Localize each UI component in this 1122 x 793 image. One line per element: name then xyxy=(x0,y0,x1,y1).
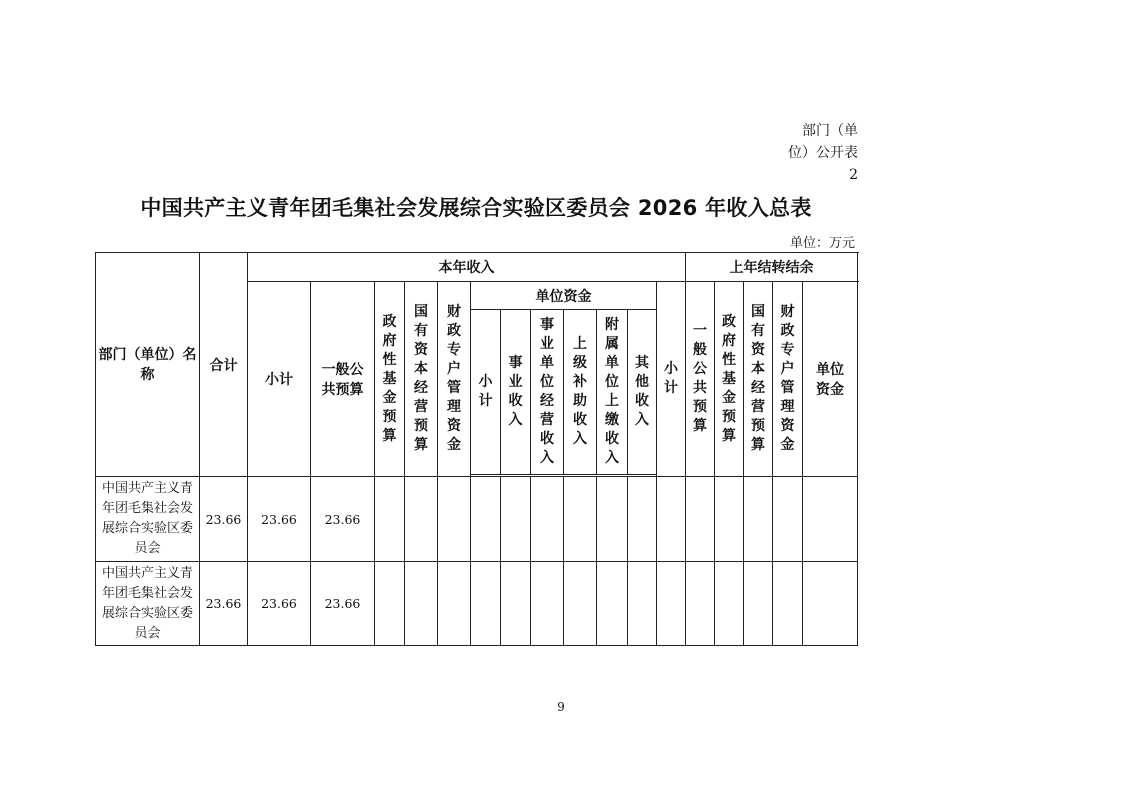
header-unit-funds: 单位资金 xyxy=(471,282,657,310)
header-uf-business: 事 业 收 入 xyxy=(501,310,531,475)
header-uf-affiliated: 附 属 单 位 上 缴 收 入 xyxy=(597,310,628,475)
table-row xyxy=(96,562,858,646)
cy-subtotal-cell: 23.66 xyxy=(248,477,311,562)
header-py-general-budget: 一 般 公 共 预 算 xyxy=(686,282,715,477)
header-uf-operating: 事 业 单 位 经 营 收 入 xyxy=(531,310,564,475)
total-cell: 23.66 xyxy=(200,477,248,562)
header-py-unit-funds: 单位资金 xyxy=(803,282,858,477)
document-title: 中国共产主义青年团毛集社会发展综合实验区委员会 2026 年收入总表 xyxy=(140,196,812,220)
unit-note: 单位：万元 xyxy=(789,236,855,251)
table-row xyxy=(96,477,858,562)
cy-subtotal-cell: 23.66 xyxy=(248,562,311,646)
header-cy-fiscal-special: 财 政 专 户 管 理 资 金 xyxy=(438,282,471,477)
header-dept-name: 部门（单位）名称 xyxy=(96,253,200,477)
header-prior-year-carryover: 上年结转结余 xyxy=(686,253,858,282)
header-total: 合计 xyxy=(200,253,248,477)
dept-name-cell: 中国共产主义青年团毛集社会发展综合实验区委员会 xyxy=(96,562,200,646)
page-number: 9 xyxy=(557,700,565,714)
header-cy-state-capital: 国 有 资 本 经 营 预 算 xyxy=(405,282,438,477)
dept-name-cell: 中国共产主义青年团毛集社会发展综合实验区委员会 xyxy=(96,477,200,562)
header-uf-subtotal: 小 计 xyxy=(471,310,501,475)
header-uf-superior-subsidy: 上 级 补 助 收 入 xyxy=(564,310,597,475)
cy-general-budget-cell: 23.66 xyxy=(311,562,375,646)
public-table-label: 部门（单 位）公开表 2 xyxy=(788,123,858,183)
income-summary-table xyxy=(95,252,858,646)
header-uf-other: 其 他 收 入 xyxy=(628,310,657,475)
header-cy-gov-fund: 政 府 性 基 金 预 算 xyxy=(375,282,405,477)
header-py-state-capital: 国 有 资 本 经 营 预 算 xyxy=(744,282,773,477)
header-current-year-income: 本年收入 xyxy=(248,253,686,282)
cy-general-budget-cell: 23.66 xyxy=(311,477,375,562)
header-py-gov-fund: 政 府 性 基 金 预 算 xyxy=(715,282,744,477)
header-py-fiscal-special: 财 政 专 户 管 理 资 金 xyxy=(773,282,803,477)
total-cell: 23.66 xyxy=(200,562,248,646)
header-cy-subtotal: 小计 xyxy=(248,282,311,477)
header-py-subtotal: 小 计 xyxy=(657,282,686,477)
header-cy-general-budget: 一般公共预算 xyxy=(311,282,375,477)
